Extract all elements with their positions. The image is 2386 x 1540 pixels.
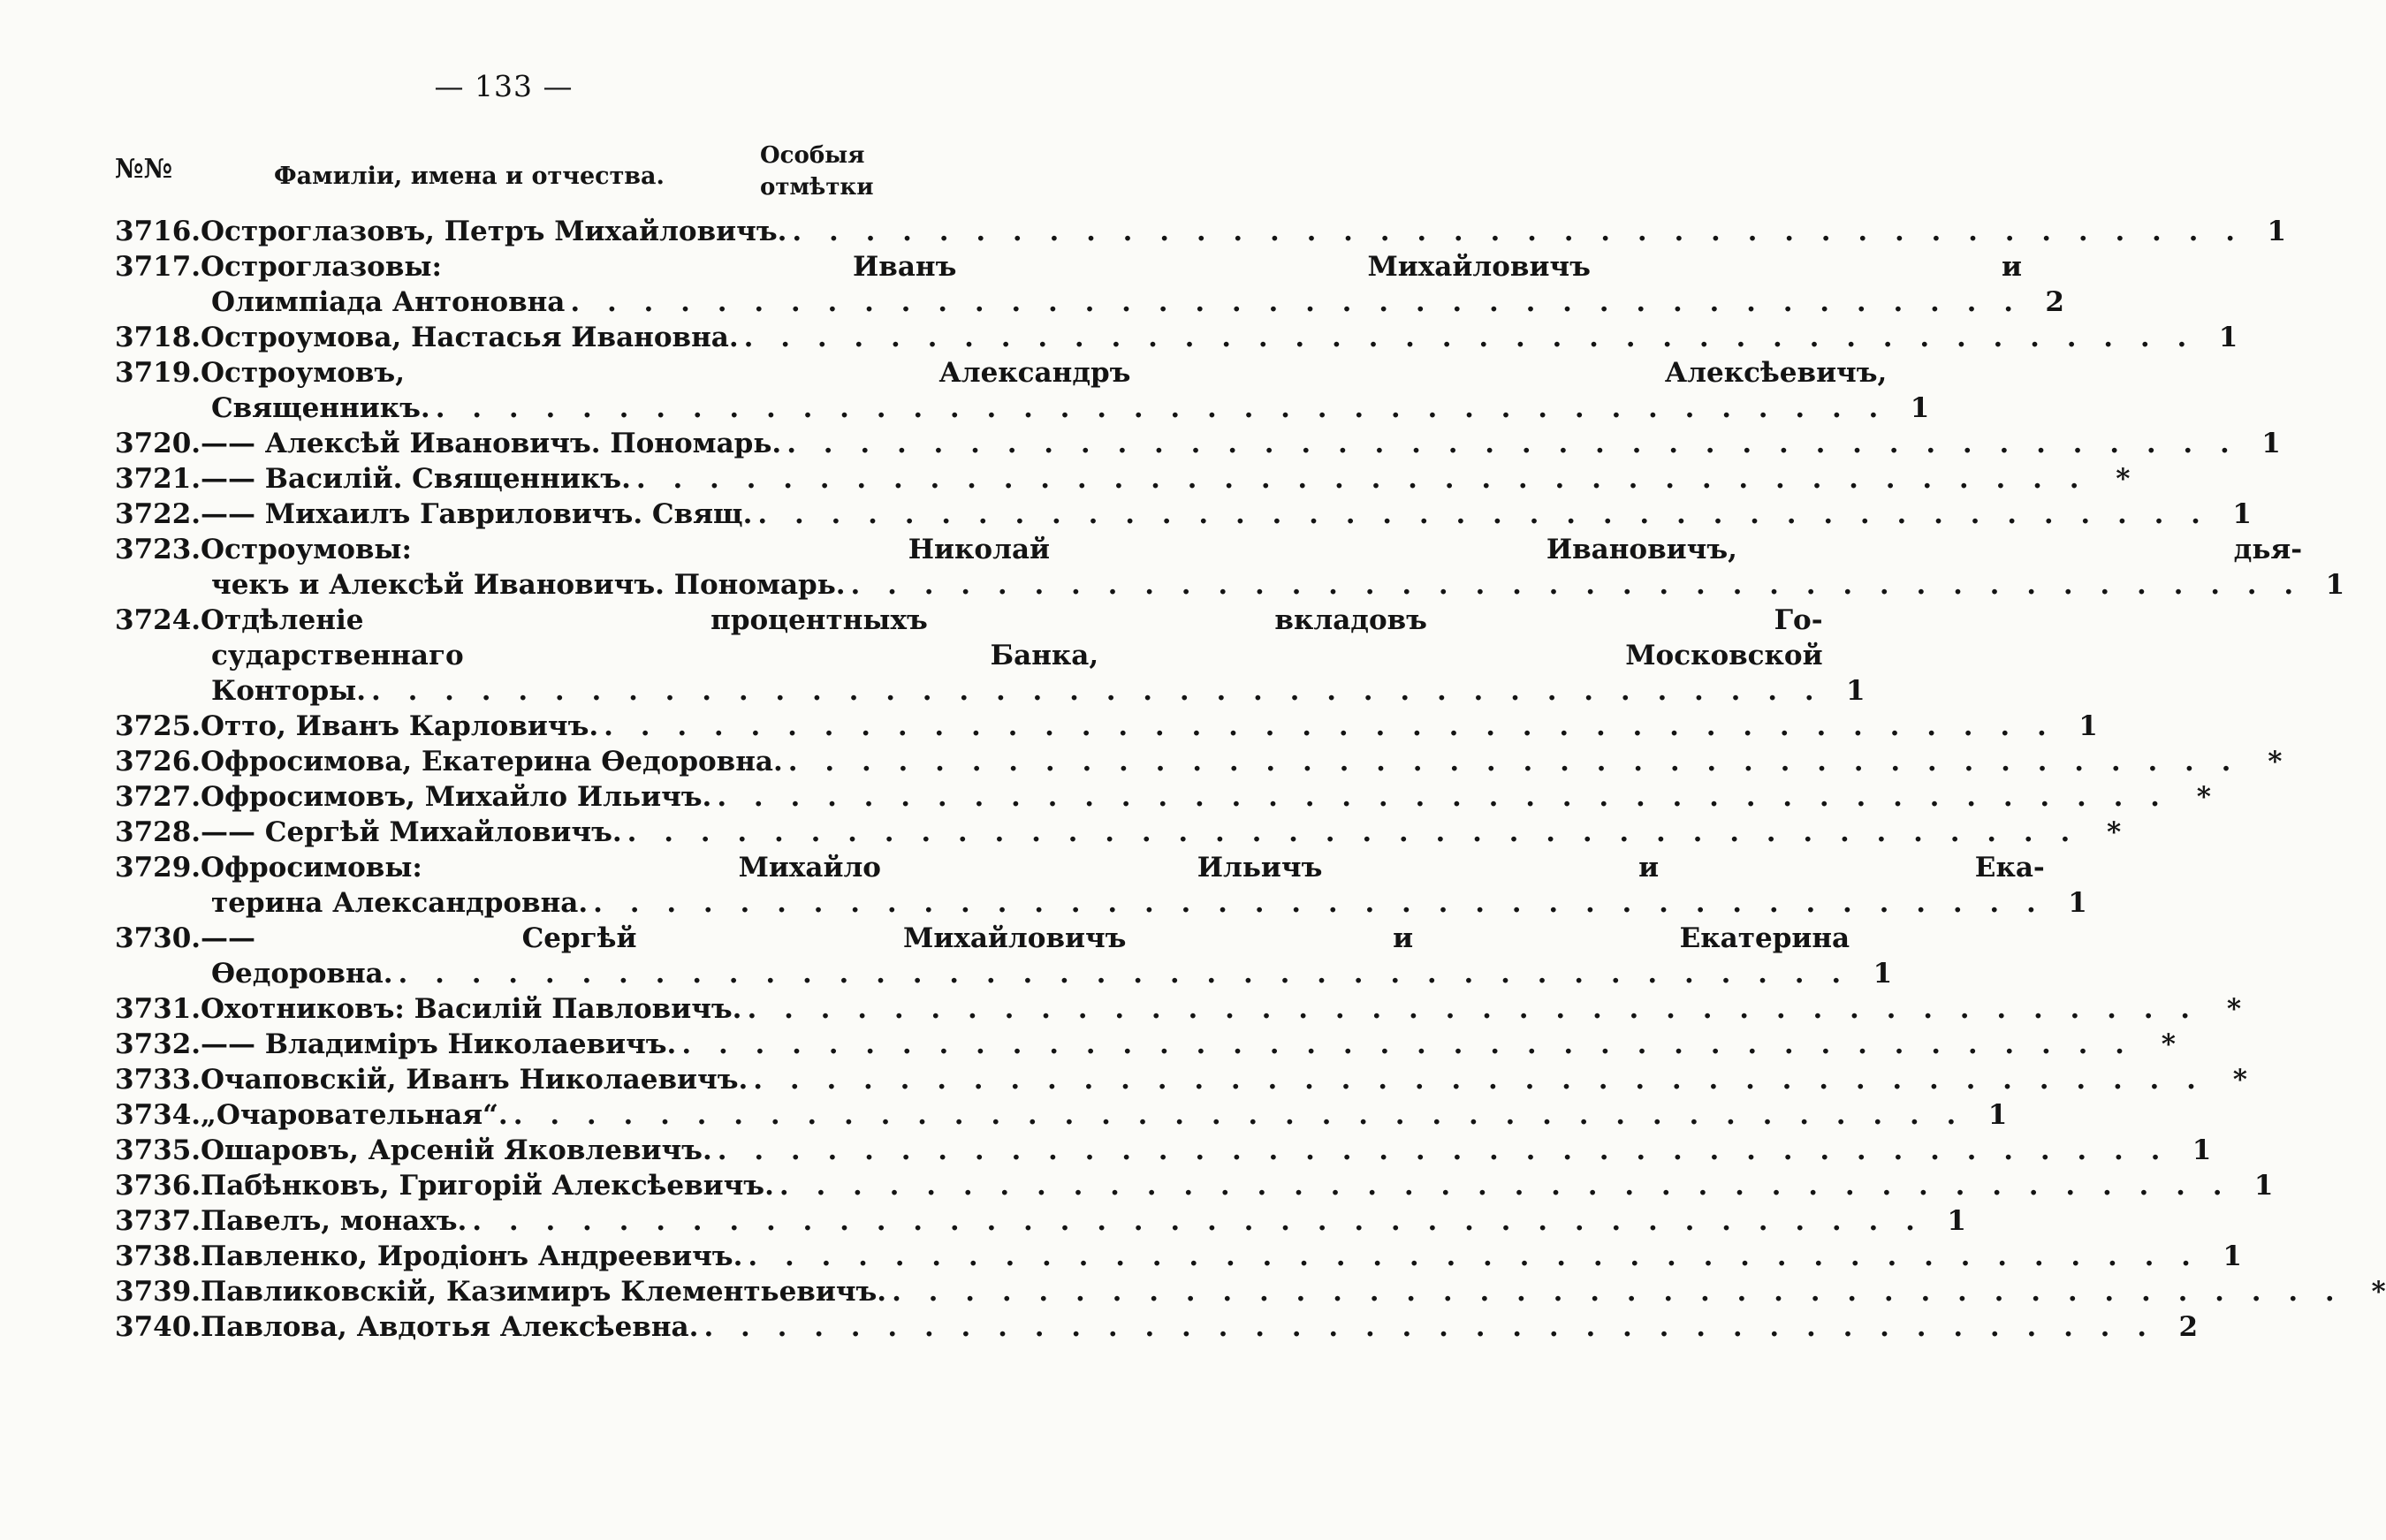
entry-mark: 1 <box>2223 1240 2242 1272</box>
list-item <box>115 1062 2247 1097</box>
entry-line <box>201 1097 2007 1133</box>
list-item <box>115 1203 1966 1239</box>
entry-text: Офросимова, Екатерина Ѳедоровна. <box>201 746 783 778</box>
entry-continuation: Ѳедоровна. <box>211 958 393 990</box>
entry-text: —— Сергѣй Михайловичъ и Екатерина <box>201 922 1850 954</box>
entry-line <box>201 815 2121 850</box>
entry-body <box>201 991 2241 1027</box>
entry-mark: * <box>2116 463 2131 495</box>
entry-text: Пабѣнковъ, Григорій Алексѣевичъ. <box>201 1170 774 1202</box>
entry-mark: 1 <box>1947 1205 1966 1237</box>
entry-line <box>201 355 1929 391</box>
entry-number: 3728. <box>115 816 201 848</box>
dot-leader <box>636 461 2088 497</box>
entry-body <box>201 1309 2198 1345</box>
dot-leader <box>747 991 2199 1027</box>
dot-leader <box>371 673 1823 709</box>
entry-body <box>201 921 1892 991</box>
entry-mark: * <box>2371 1276 2386 1308</box>
entry-mark: 1 <box>2218 322 2238 353</box>
entry-mark: 1 <box>2261 428 2281 459</box>
entry-number: 3723. <box>115 534 201 565</box>
entry-text: —— Алексѣй Ивановичъ. Пономарь. <box>201 428 782 459</box>
entry-continuation: терина Александровна. <box>211 887 589 919</box>
entry-continuation: Священникъ. <box>211 392 430 424</box>
entry-line <box>201 461 2130 497</box>
entry-text: Отдѣленіе процентныхъ вкладовъ Го- <box>201 604 1823 636</box>
entry-number: 3726. <box>115 746 201 778</box>
entry-number: 3735. <box>115 1134 201 1166</box>
list-item <box>115 320 2238 355</box>
entry-text: Очаповскій, Иванъ Николаевичъ. <box>201 1064 748 1096</box>
entry-continuation: Конторы. <box>211 675 366 707</box>
entry-line <box>201 850 2087 885</box>
entry-mark: 1 <box>2325 569 2345 601</box>
entry-line <box>201 284 2064 320</box>
entry-number: 3717. <box>115 251 201 283</box>
dot-leader <box>703 1309 2155 1345</box>
entry-line <box>201 391 1929 426</box>
entry-body <box>201 355 1929 426</box>
entry-text: Павлова, Авдотья Алексѣевна. <box>201 1311 699 1343</box>
dot-leader <box>892 1274 2344 1309</box>
entry-line <box>201 1239 2242 1274</box>
entry-number: 3724. <box>115 604 201 636</box>
list-item <box>115 1133 2212 1168</box>
entry-continuation: Олимпіада Антоновна <box>211 286 566 318</box>
entry-line <box>201 673 1865 709</box>
dot-leader <box>744 320 2196 355</box>
entry-mark: 1 <box>1910 392 1930 424</box>
list-item <box>115 1239 2242 1274</box>
entry-list <box>115 214 2386 1345</box>
entry-body <box>201 249 2064 320</box>
dot-leader <box>786 426 2238 461</box>
header-marks <box>760 140 874 203</box>
dot-leader <box>570 284 2022 320</box>
entry-mark: 1 <box>2232 498 2252 530</box>
entry-mark: 2 <box>2045 286 2064 318</box>
entry-text: „Очаровательная“. <box>201 1099 508 1131</box>
entry-continuation: чекъ и Алексѣй Ивановичъ. Пономарь. <box>211 569 846 601</box>
entry-text: —— Владиміръ Николаевичъ. <box>201 1028 677 1060</box>
entry-line <box>201 532 2344 567</box>
entry-body <box>201 320 2238 355</box>
entry-number: 3727. <box>115 781 201 813</box>
list-item <box>115 709 2098 744</box>
dot-leader <box>753 1062 2205 1097</box>
entry-mark: 1 <box>1987 1099 2008 1131</box>
entry-text: Остроумовы: Николай Ивановичъ, дья- <box>201 534 2303 565</box>
dot-leader <box>779 1168 2231 1203</box>
list-item <box>115 214 2287 249</box>
entry-number: 3737. <box>115 1205 201 1237</box>
list-item <box>115 921 1893 991</box>
entry-line <box>201 567 2344 603</box>
list-item <box>115 355 1930 426</box>
entry-mark: 1 <box>2253 1170 2274 1202</box>
entry-body <box>201 1168 2274 1203</box>
entry-number: 3740. <box>115 1311 201 1343</box>
page-number: — 133 — <box>434 69 574 103</box>
list-item <box>115 603 1865 709</box>
entry-text: Остроглазовы: Иванъ Михайловичъ и <box>201 251 2022 283</box>
entry-line <box>201 744 2282 779</box>
entry-line <box>201 214 2286 249</box>
list-item <box>115 1027 2176 1062</box>
entry-text: Остроумовъ, Александръ Алексѣевичъ, <box>201 357 1888 389</box>
entry-number: 3718. <box>115 322 201 353</box>
header-marks-line1: Особыя <box>760 142 865 169</box>
entry-body <box>201 709 2098 744</box>
entry-number: 3730. <box>115 922 201 954</box>
dot-leader <box>472 1203 1924 1239</box>
entry-mark: 2 <box>2178 1311 2199 1343</box>
list-item <box>115 461 2131 497</box>
entry-number: 3716. <box>115 216 201 247</box>
entry-mark: * <box>2196 781 2211 813</box>
entry-line <box>201 603 1865 638</box>
entry-mark: * <box>2107 816 2122 848</box>
entry-line <box>201 320 2238 355</box>
entry-text: Павелъ, монахъ. <box>201 1205 467 1237</box>
entry-text: Ошаровъ, Арсеній Яковлевичъ. <box>201 1134 712 1166</box>
dot-leader <box>513 1097 1965 1133</box>
entry-text: Офросимовъ, Михайло Ильичъ. <box>201 781 712 813</box>
entry-body <box>201 497 2252 532</box>
entry-line <box>201 497 2252 532</box>
entry-body <box>201 1203 1966 1239</box>
entry-body <box>201 214 2286 249</box>
entry-text: Остроглазовъ, Петръ Михайловичъ. <box>201 216 787 247</box>
entry-mark: * <box>2232 1064 2247 1096</box>
entry-line <box>201 1309 2198 1345</box>
entry-mark: 1 <box>2192 1134 2212 1166</box>
entry-line <box>201 1274 2386 1309</box>
entry-number: 3733. <box>115 1064 201 1096</box>
entry-text: —— Василій. Священникъ. <box>201 463 631 495</box>
dot-leader <box>748 1239 2200 1274</box>
dot-leader <box>717 779 2169 815</box>
list-item <box>115 1097 2008 1133</box>
entry-text: —— Сергѣй Михайловичъ. <box>201 816 622 848</box>
list-item <box>115 744 2283 779</box>
entry-body <box>201 1097 2007 1133</box>
entry-body <box>201 1062 2247 1097</box>
entry-mark: 1 <box>1873 958 1893 990</box>
entry-number: 3725. <box>115 710 201 742</box>
entry-body <box>201 1274 2386 1309</box>
entry-number: 3736. <box>115 1170 201 1202</box>
list-item <box>115 1309 2199 1345</box>
entry-line <box>201 426 2281 461</box>
list-item <box>115 1274 2386 1309</box>
entry-body <box>201 461 2130 497</box>
entry-text: Павликовскій, Казимиръ Клементьевичъ. <box>201 1276 887 1308</box>
entry-number: 3722. <box>115 498 201 530</box>
entry-text: Павленко, Иродіонъ Андреевичъ. <box>201 1240 743 1272</box>
dot-leader <box>604 709 2055 744</box>
entry-mark: 1 <box>2078 710 2098 742</box>
entry-mark: * <box>2161 1028 2176 1060</box>
entry-line <box>201 991 2241 1027</box>
dot-leader <box>627 815 2079 850</box>
entry-line <box>201 921 1892 956</box>
list-item <box>115 249 2064 320</box>
entry-body <box>201 1239 2242 1274</box>
entry-line <box>201 709 2098 744</box>
list-item <box>115 815 2122 850</box>
entry-number: 3734. <box>115 1099 201 1131</box>
list-item <box>115 850 2087 921</box>
list-item <box>115 779 2211 815</box>
list-item <box>115 532 2345 603</box>
entry-body <box>201 779 2211 815</box>
entry-line <box>201 779 2211 815</box>
dot-leader <box>757 497 2209 532</box>
entry-body <box>201 815 2121 850</box>
entry-number: 3721. <box>115 463 201 495</box>
entry-number: 3739. <box>115 1276 201 1308</box>
entry-line <box>201 1203 1966 1239</box>
entry-number: 3732. <box>115 1028 201 1060</box>
entry-line <box>201 885 2087 921</box>
entry-line <box>201 249 2064 284</box>
entry-body <box>201 1027 2176 1062</box>
header-names: Фамиліи, имена и отчества. <box>274 163 665 190</box>
entry-number: 3719. <box>115 357 201 389</box>
entry-text: —— Михаилъ Гавриловичъ. Свящ. <box>201 498 753 530</box>
entry-mark: 1 <box>1846 675 1865 707</box>
entry-line <box>201 1062 2247 1097</box>
entry-body <box>201 1133 2211 1168</box>
entry-body <box>201 532 2344 603</box>
dot-leader <box>681 1027 2133 1062</box>
entry-body <box>201 744 2282 779</box>
entry-number: 3738. <box>115 1240 201 1272</box>
dot-leader <box>399 956 1850 991</box>
entry-text: Офросимовы: Михайло Ильичъ и Ека- <box>201 852 2045 884</box>
dot-leader <box>593 885 2045 921</box>
dot-leader <box>851 567 2303 603</box>
entry-line <box>201 1027 2176 1062</box>
entry-mark: * <box>2268 746 2283 778</box>
entry-line <box>201 956 1892 991</box>
entry-mark: 1 <box>2068 887 2087 919</box>
dot-leader <box>436 391 1888 426</box>
entry-body <box>201 426 2281 461</box>
header-marks-line2: отмѣтки <box>760 174 874 201</box>
list-item <box>115 1168 2274 1203</box>
entry-number: 3720. <box>115 428 201 459</box>
list-item <box>115 497 2252 532</box>
entry-mark: 1 <box>2267 216 2287 247</box>
entry-body <box>201 603 1865 709</box>
entry-line <box>201 1133 2211 1168</box>
entry-text: Остроумова, Настасья Ивановна. <box>201 322 739 353</box>
list-item <box>115 426 2281 461</box>
entry-line <box>201 638 1865 673</box>
column-header <box>115 140 874 201</box>
entry-text: Отто, Иванъ Карловичъ. <box>201 710 599 742</box>
list-item <box>115 991 2242 1027</box>
entry-continuation: сударственнаго Банка, Московской <box>211 640 1823 671</box>
header-number: №№ <box>115 154 173 185</box>
entry-text: Охотниковъ: Василій Павловичъ. <box>201 993 742 1025</box>
entry-number: 3729. <box>115 852 201 884</box>
dot-leader <box>788 744 2240 779</box>
entry-body <box>201 850 2087 921</box>
entry-number: 3731. <box>115 993 201 1025</box>
dot-leader <box>792 214 2244 249</box>
entry-line <box>201 1168 2274 1203</box>
dot-leader <box>718 1133 2169 1168</box>
entry-mark: * <box>2226 993 2242 1025</box>
